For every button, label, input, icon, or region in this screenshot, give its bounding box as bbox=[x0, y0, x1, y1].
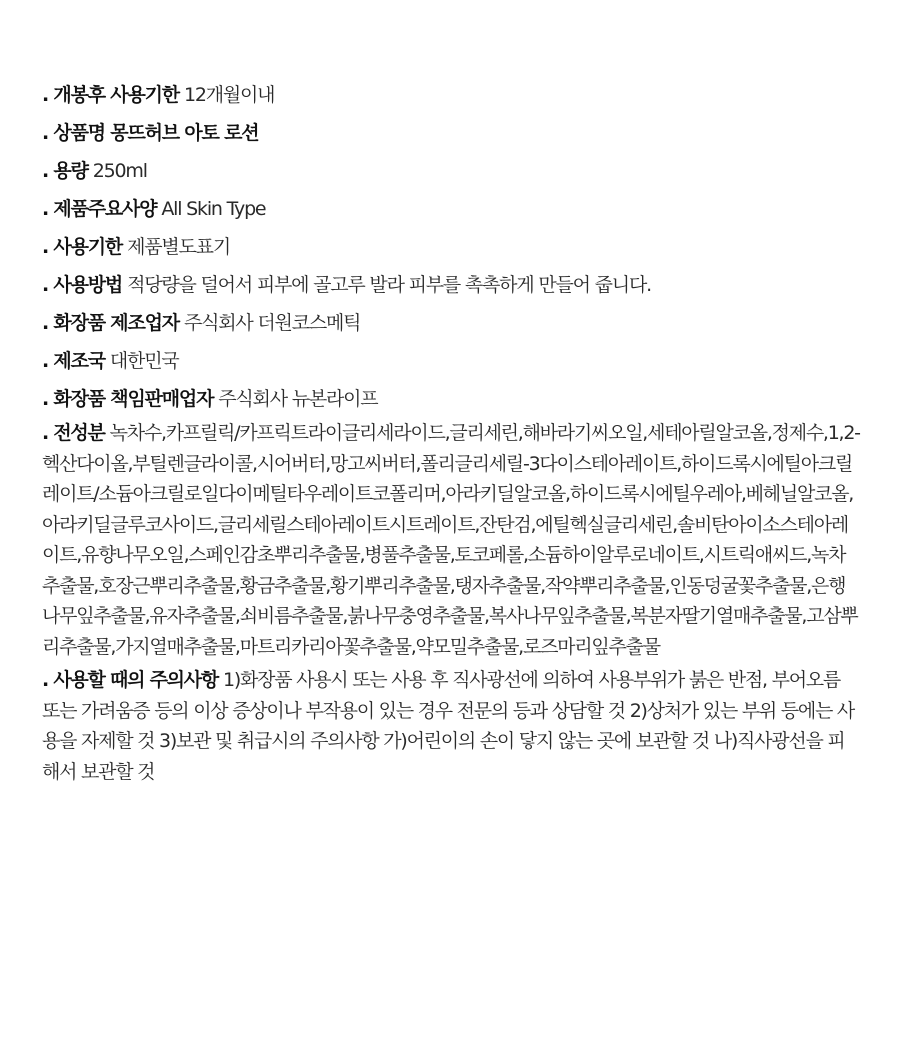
info-row-expiry-after-opening bbox=[42, 76, 860, 114]
ingredients-label: . 전성분 bbox=[42, 422, 105, 444]
info-row-volume bbox=[42, 152, 860, 190]
info-value: 주식회사 더원코스메틱 bbox=[183, 312, 361, 334]
info-value: All Skin Type bbox=[161, 198, 266, 220]
info-row-product-name bbox=[42, 114, 860, 152]
info-label: . 사용기한 bbox=[42, 236, 123, 258]
info-value: 12개월이내 bbox=[183, 84, 275, 106]
info-value: 주식회사 뉴본라이프 bbox=[218, 388, 378, 410]
info-label: . 개봉후 사용기한 bbox=[42, 84, 179, 106]
info-value: 제품별도표기 bbox=[127, 236, 230, 258]
info-label: . 화장품 제조업자 bbox=[42, 312, 179, 334]
info-label: . 용량 bbox=[42, 160, 88, 182]
info-row-usage bbox=[42, 266, 860, 304]
info-label: . 사용방법 bbox=[42, 274, 123, 296]
info-value: 250ml bbox=[92, 160, 147, 182]
cautions-label: . 사용할 때의 주의사항 bbox=[42, 669, 218, 691]
info-label: . 화장품 책임판매업자 bbox=[42, 388, 214, 410]
info-value: 대한민국 bbox=[109, 350, 179, 372]
cautions-text: 1)화장품 사용시 또는 사용 후 직사광선에 의하여 사용부위가 붉은 반점, 부어오름 또는 가려움증 등의 이상 증상이나 부작용이 있는 경우 전문의 등과 상담할 것 2)상처가 있는 부위 등에는 사용을 자제할 것 3)보관 및 취급시의 주의사항 가)어린이의 손이 닿지 않는 곳에 보관할 것 나)직사광선을 피해서 보관할 것 bbox=[42, 669, 855, 783]
info-row-expiry bbox=[42, 228, 860, 266]
info-label: . 제조국 bbox=[42, 350, 105, 372]
ingredients-paragraph bbox=[42, 418, 860, 662]
info-label: . 상품명 몽뜨허브 아토 로션 bbox=[42, 122, 259, 144]
cautions-paragraph bbox=[42, 665, 860, 787]
ingredients-text: 녹차수,카프릴릭/카프릭트라이글리세라이드,글리세린,해바라기씨오일,세테아릴알코올,정제수,1,2-헥산다이올,부틸렌글라이콜,시어버터,망고씨버터,폴리글리세릴-3다이스테아레이트,하이드록시에틸아크릴레이트/소듐아크릴로일다이메틸타우레이트코폴리머,아라키딜알코올,하이드록시에틸우레아,베헤닐알코올,아라키딜글루코사이드,글리세릴스테아레이트시트레이트,잔탄검,에틸헥실글리세린,솔비탄아이소스테아레이트,유향나무오일,스페인감초뿌리추출물,병풀추출물,토코페롤,소듐하이알루로네이트,시트릭애씨드,녹차추출물,호장근뿌리추출물,황금추출물,황기뿌리추출물,탱자추출물,작약뿌리추출물,인동덩굴꽃추출물,은행나무잎추출물,유자추출물,쇠비름추출물,붉나무충영추출물,복사나무잎추출물,복분자딸기열매추출물,고삼뿌리추출물,가지열매추출물,마트리카리아꽃추출물,약모밀추출물,로즈마리잎추출물 bbox=[42, 422, 860, 658]
info-row-manufacturer bbox=[42, 304, 860, 342]
info-row-country bbox=[42, 342, 860, 380]
info-value: 적당량을 덜어서 피부에 골고루 발라 피부를 촉촉하게 만들어 줍니다. bbox=[127, 274, 651, 296]
info-row-main-spec bbox=[42, 190, 860, 228]
info-row-seller bbox=[42, 380, 860, 418]
info-label: . 제품주요사양 bbox=[42, 198, 157, 220]
